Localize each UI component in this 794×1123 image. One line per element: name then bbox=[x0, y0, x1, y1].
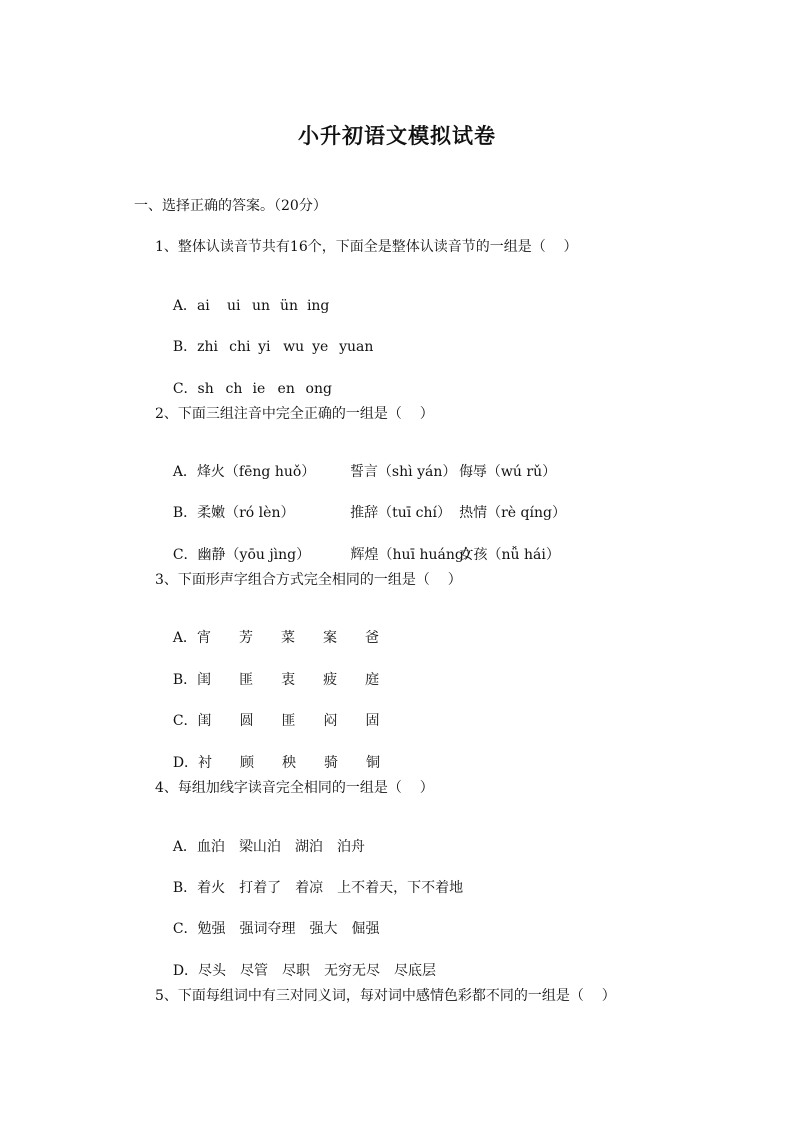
option-item: 打着了 bbox=[239, 880, 282, 896]
question-2: 2、下面三组注音中完全正确的一组是（ ） bbox=[155, 406, 434, 422]
option-item: 尽底层 bbox=[394, 963, 437, 979]
option-item: sh bbox=[197, 381, 214, 397]
option-item: yi bbox=[258, 339, 271, 355]
option-item: en bbox=[277, 381, 295, 397]
option-item: 尽头 bbox=[198, 963, 227, 979]
question-1: 1、整体认读音节共有16个，下面全是整体认读音节的一组是（ ） bbox=[155, 239, 578, 255]
option-item: 梁山泊 bbox=[238, 839, 281, 855]
option-item: 血泊 bbox=[196, 839, 225, 855]
option-label: C． bbox=[172, 921, 198, 937]
option-item: 无穷无尽 bbox=[324, 963, 381, 979]
option-item: 侮辱（wú rǔ） bbox=[458, 464, 557, 480]
option-item: 推辞（tuī chí） bbox=[350, 505, 452, 521]
option-label: A． bbox=[172, 630, 197, 646]
option-item: 衷 bbox=[281, 672, 296, 688]
option-item: un bbox=[251, 298, 270, 314]
option-item: chi bbox=[229, 339, 251, 355]
option-label: C． bbox=[172, 713, 198, 729]
option-item: ai bbox=[196, 298, 210, 314]
option-item: 热情（rè qíng） bbox=[459, 505, 566, 521]
option-item: 着凉 bbox=[295, 880, 324, 896]
option-item: 强大 bbox=[309, 921, 338, 937]
option-item: 匪 bbox=[239, 672, 254, 688]
option-label: B． bbox=[172, 672, 198, 688]
question-3: 3、下面形声字组合方式完全相同的一组是（ ） bbox=[155, 572, 462, 588]
option-label: D． bbox=[172, 963, 199, 979]
option-label: B． bbox=[172, 505, 198, 521]
option-item: 芳 bbox=[238, 630, 253, 646]
option-label: A． bbox=[172, 298, 197, 314]
option-label: B． bbox=[172, 880, 198, 896]
option-item: zhi bbox=[197, 339, 218, 355]
option-label: A． bbox=[172, 839, 197, 855]
option-item: 闷 bbox=[323, 713, 338, 729]
option-item: yuan bbox=[339, 339, 374, 355]
option-item: ong bbox=[305, 381, 332, 397]
option-item: 女孩（nǚ hái） bbox=[459, 547, 560, 563]
option-item: 闺 bbox=[197, 713, 212, 729]
option-item: 尽职 bbox=[282, 963, 311, 979]
option-item: 铜 bbox=[366, 755, 381, 771]
option-item: 圆 bbox=[239, 713, 254, 729]
option-item: 顾 bbox=[240, 755, 255, 771]
question-5: 5、下面每组词中有三对同义词，每对词中感情色彩都不同的一组是（ ） bbox=[155, 988, 616, 1004]
option-item: 匪 bbox=[281, 713, 296, 729]
option-item: 衬 bbox=[198, 755, 213, 771]
option-item: 湖泊 bbox=[294, 839, 323, 855]
option-item: ui bbox=[226, 298, 241, 314]
option-item: ie bbox=[252, 381, 266, 397]
option-item: 骑 bbox=[324, 755, 339, 771]
option-item: 爸 bbox=[364, 630, 379, 646]
option-item: ye bbox=[312, 339, 329, 355]
option-item: 秧 bbox=[282, 755, 297, 771]
option-label: A． bbox=[172, 464, 197, 480]
option-item: 案 bbox=[322, 630, 337, 646]
option-item: 誓言（shì yán） bbox=[349, 464, 457, 480]
option-item: 庭 bbox=[365, 672, 380, 688]
question-4: 4、每组加线字读音完全相同的一组是（ ） bbox=[155, 780, 434, 796]
option-item: wu bbox=[283, 339, 305, 355]
option-item: 宵 bbox=[196, 630, 211, 646]
option-item: 倔强 bbox=[351, 921, 380, 937]
option-item: 烽火（fēng huǒ） bbox=[196, 464, 316, 480]
option-item: 上不着天，下不着地 bbox=[337, 880, 464, 896]
section-heading: 一、选择正确的答案。（20分） bbox=[134, 198, 327, 214]
option-item: 菜 bbox=[280, 630, 295, 646]
option-item: ing bbox=[306, 298, 330, 314]
option-item: 闺 bbox=[197, 672, 212, 688]
option-item: 固 bbox=[365, 713, 380, 729]
option-item: ch bbox=[225, 381, 243, 397]
option-item: 泊舟 bbox=[336, 839, 365, 855]
option-item: 辉煌（huī huáng） bbox=[350, 547, 478, 563]
option-label: C． bbox=[172, 381, 198, 397]
option-item: 幽静（yōu jìng） bbox=[197, 547, 311, 563]
page-title: 小升初语文模拟试卷 bbox=[298, 123, 496, 148]
option-item: 勉强 bbox=[197, 921, 226, 937]
option-item: 柔嫩（ró lèn） bbox=[197, 505, 295, 521]
option-item: ün bbox=[279, 298, 298, 314]
option-label: C． bbox=[172, 547, 198, 563]
option-label: B． bbox=[172, 339, 198, 355]
option-item: 尽管 bbox=[240, 963, 269, 979]
option-item: 着火 bbox=[197, 880, 226, 896]
option-item: 疲 bbox=[323, 672, 338, 688]
option-item: 强词夺理 bbox=[239, 921, 296, 937]
option-label: D． bbox=[172, 755, 199, 771]
